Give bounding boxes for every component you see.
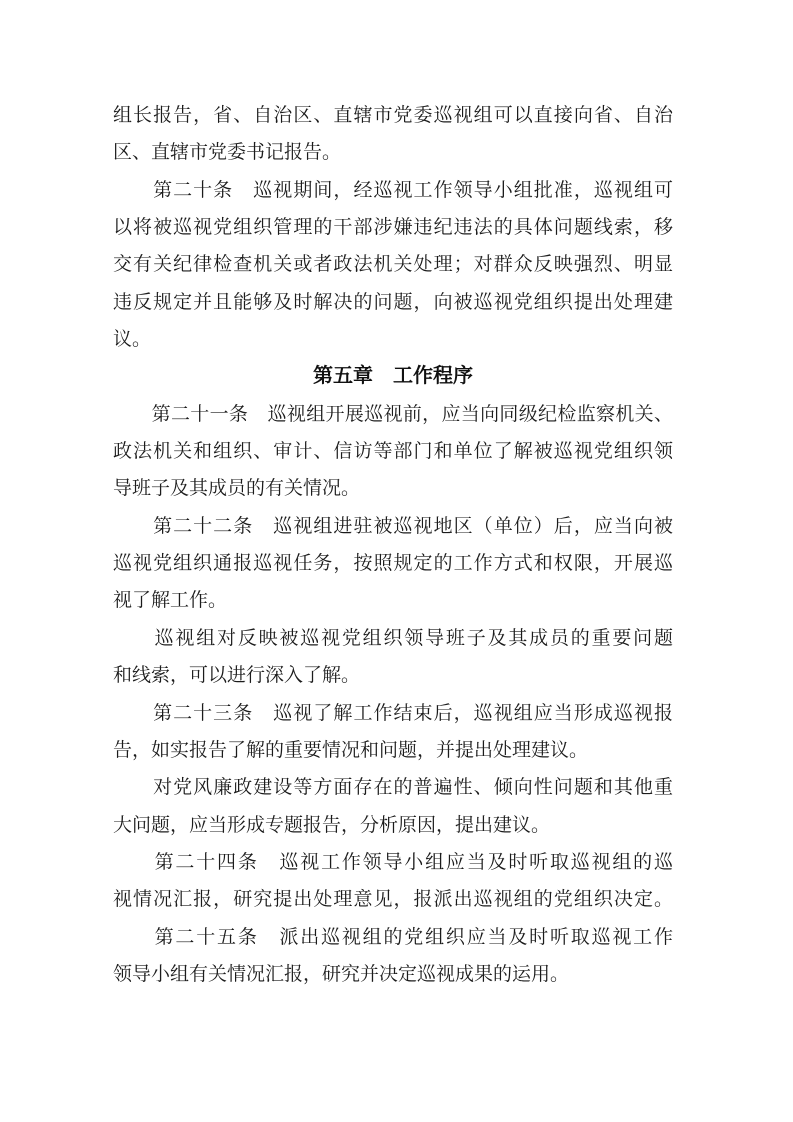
text-line: 大问题，应当形成专题报告，分析原因，提出建议。: [113, 814, 551, 836]
text-line: 第二十五条 派出巡视组的党组织应当及时听取巡视工作: [113, 926, 673, 948]
text-line: 第二十条 巡视期间，经巡视工作领导小组批准，巡视组可: [113, 179, 673, 201]
paragraph: [113, 620, 673, 695]
chapter-heading-text: 第五章 工作程序: [313, 365, 473, 388]
paragraph: [113, 172, 673, 359]
paragraph: [113, 396, 673, 508]
text-line: 视了解工作。: [113, 590, 228, 612]
text-line: 第二十一条 巡视组开展巡视前，应当向同级纪检监察机关、: [113, 403, 673, 425]
text-line: 领导小组有关情况汇报，研究并决定巡视成果的运用。: [113, 963, 570, 985]
text-line: 交有关纪律检查机关或者政法机关处理；对群众反映强烈、明显: [113, 254, 673, 276]
text-line: 区、直辖市党委书记报告。: [113, 142, 342, 164]
text-line: 违反规定并且能够及时解决的问题，向被巡视党组织提出处理建: [113, 291, 673, 313]
paragraph: [113, 695, 673, 770]
text-line: 第二十四条 巡视工作领导小组应当及时听取巡视组的巡: [113, 851, 673, 873]
document-body: [113, 97, 673, 993]
text-line: 议。: [113, 329, 152, 351]
text-line: 视情况汇报，研究提出处理意见，报派出巡视组的党组织决定。: [113, 889, 673, 911]
text-line: 组长报告，省、自治区、直辖市党委巡视组可以直接向省、自治: [113, 105, 673, 126]
text-line: 对党风廉政建设等方面存在的普遍性、倾向性问题和其他重: [113, 777, 673, 799]
text-line: 以将被巡视党组织管理的干部涉嫌违纪违法的具体问题线索，移: [113, 217, 673, 239]
text-line: 第二十三条 巡视了解工作结束后，巡视组应当形成巡视报: [113, 702, 673, 724]
text-line: 告，如实报告了解的重要情况和问题，并提出处理建议。: [113, 739, 589, 761]
text-line: 政法机关和组织、审计、信访等部门和单位了解被巡视党组织领: [113, 441, 673, 463]
text-line: 导班子及其成员的有关情况。: [113, 478, 361, 500]
paragraph: [113, 97, 673, 172]
chapter-heading: [113, 358, 673, 395]
paragraph: [113, 508, 673, 620]
text-line: 巡视党组织通报巡视任务，按照规定的工作方式和权限，开展巡: [113, 553, 673, 575]
paragraph: [113, 844, 673, 919]
paragraph: [113, 769, 673, 844]
text-line: 第二十二条 巡视组进驻被巡视地区（单位）后，应当向被: [113, 515, 673, 537]
text-line: 巡视组对反映被巡视党组织领导班子及其成员的重要问题: [113, 627, 673, 649]
paragraph: [113, 919, 673, 994]
text-line: 和线索，可以进行深入了解。: [113, 665, 361, 687]
